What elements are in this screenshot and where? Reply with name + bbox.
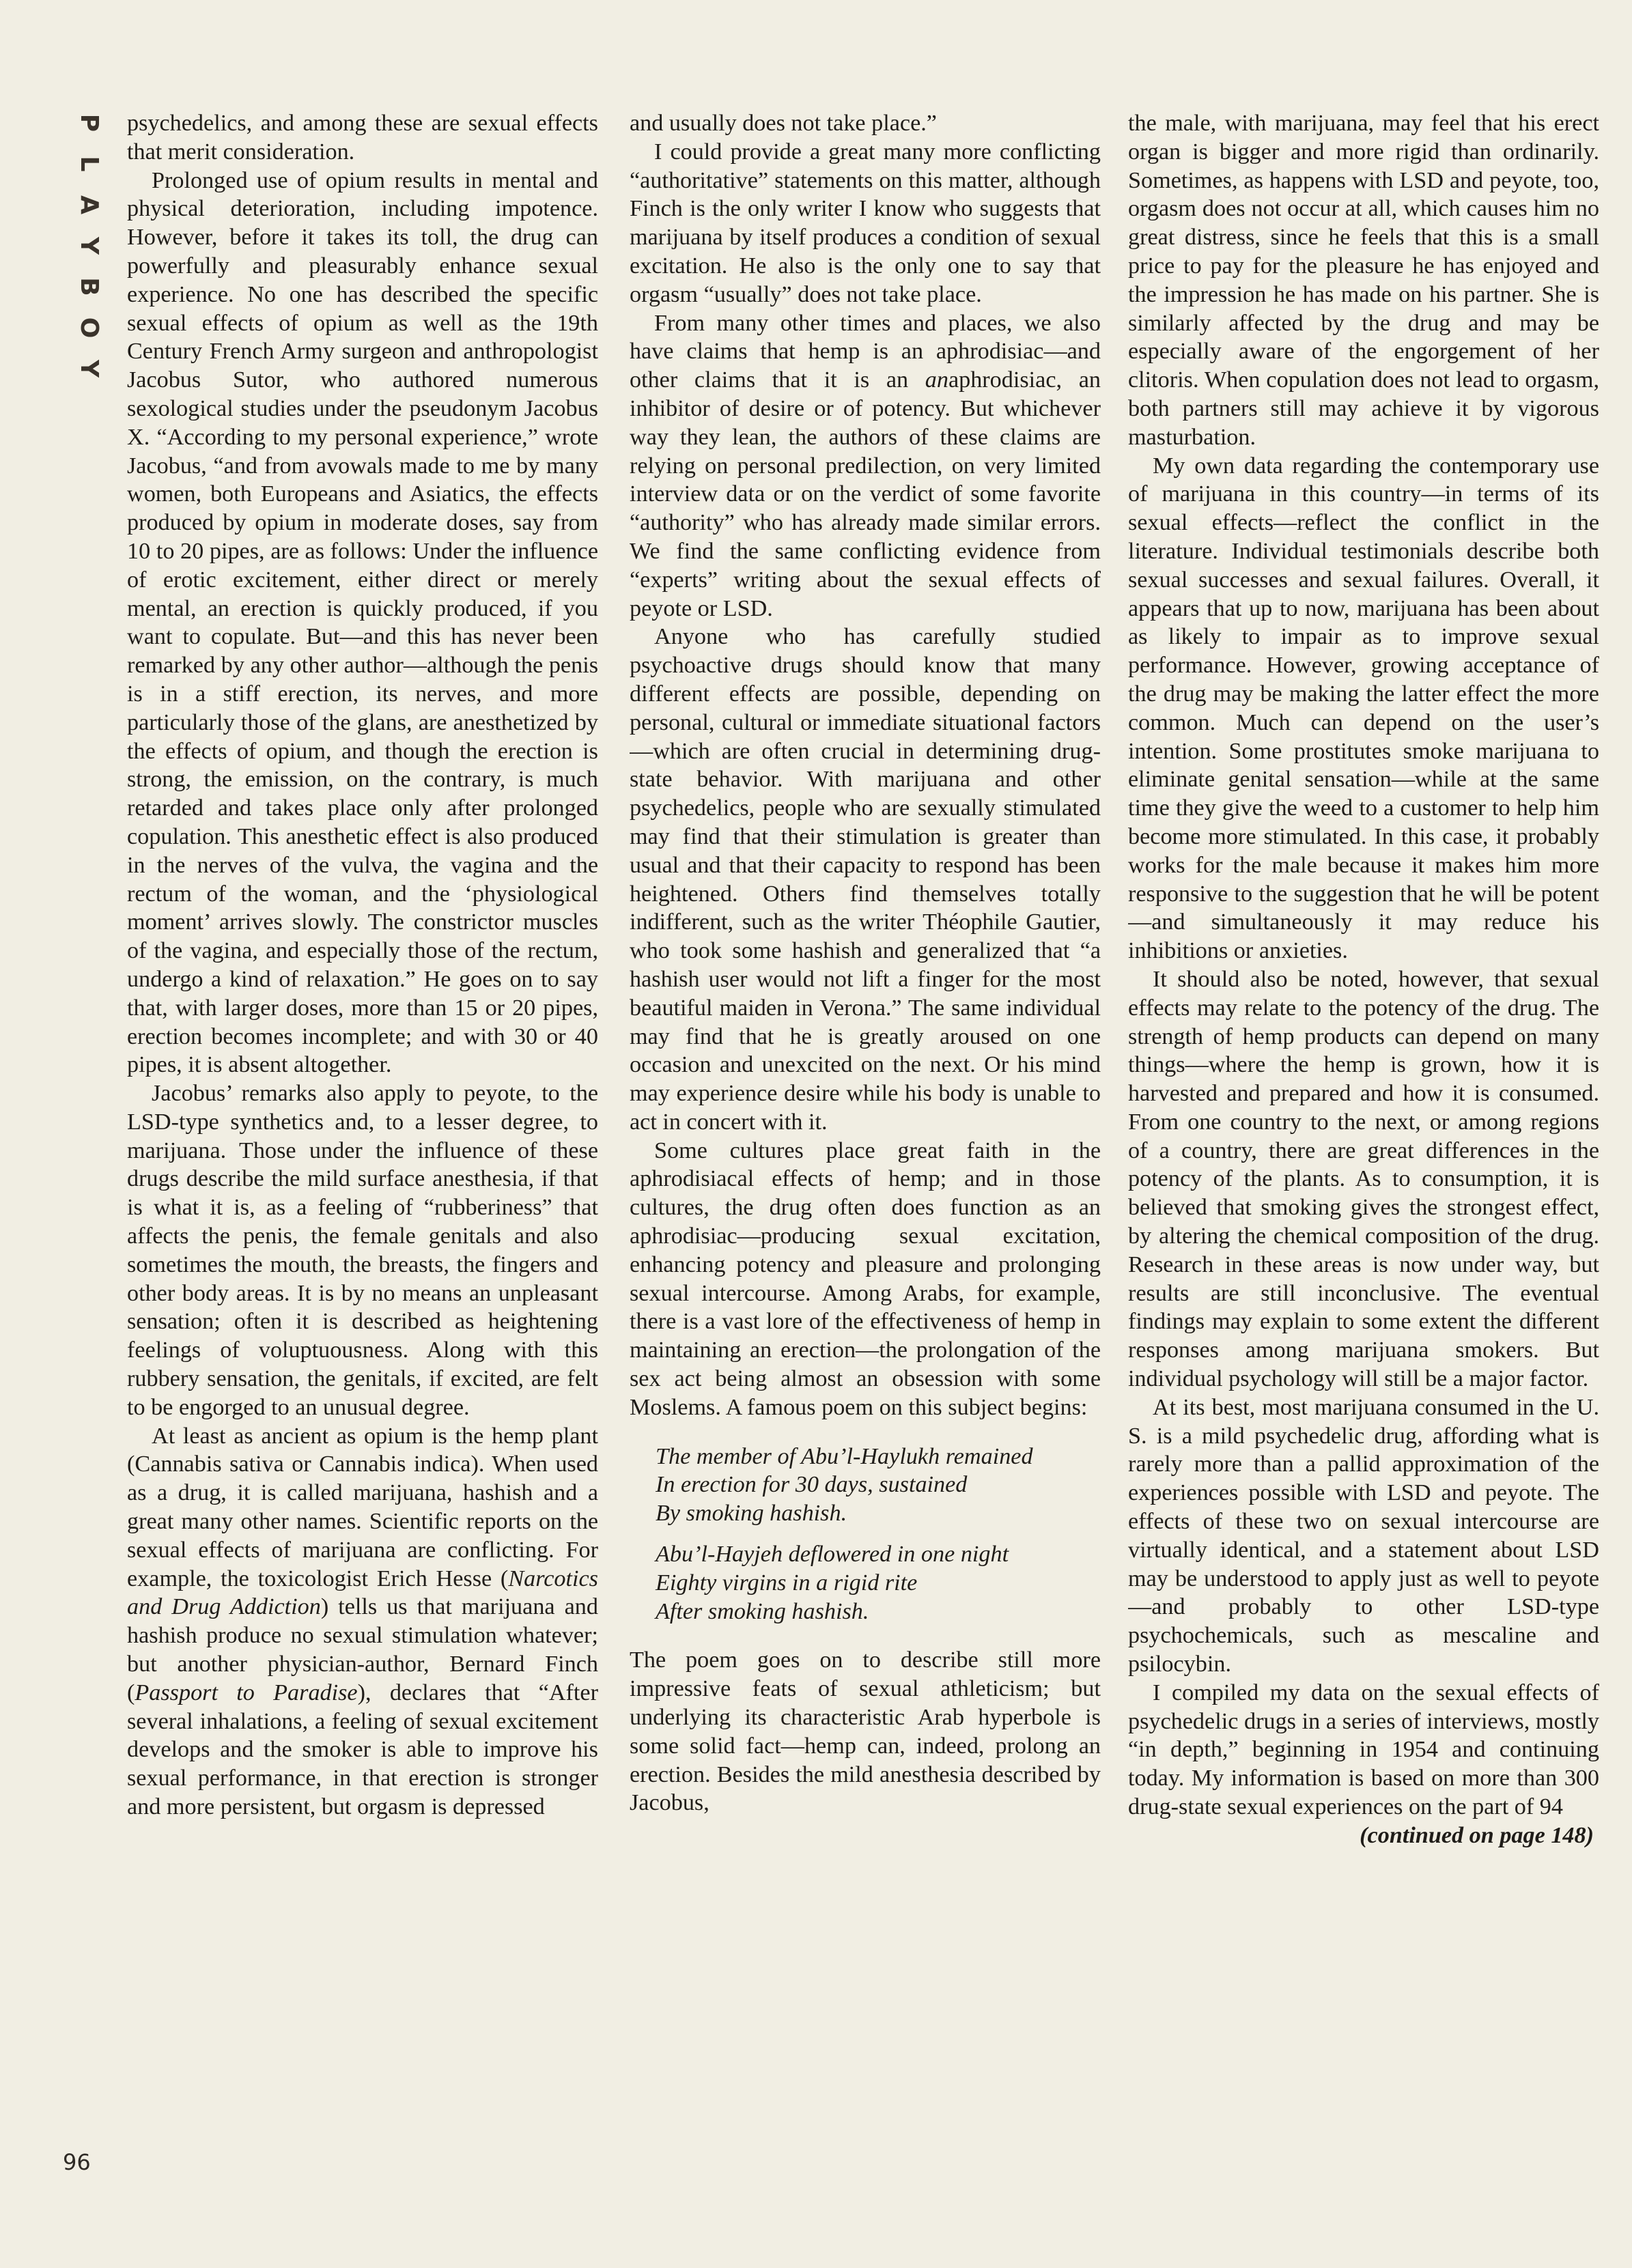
continued-line: (continued on page 148) <box>1360 1822 1594 1848</box>
page-number: 96 <box>63 2149 91 2175</box>
text-column-3 <box>1128 109 1599 2171</box>
paragraph: I could provide a great many more conflicting “authoritative” statements on this matter, although Finch is the only writer I know who suggests that marijuana by itself produces a condition of sexual excitation. He also is the only one to say that orgasm “usually” does not take place. <box>630 139 1101 307</box>
paragraph: psychedelics, and among these are sexual effects that merit consideration. <box>127 111 598 165</box>
poem-stanza <box>656 1443 1101 1528</box>
paragraph: At its best, most marijuana consumed in the U. S. is a mild psychedelic drug, affording what is rarely more than a pallid approximation of the experiences possible with LSD and peyote. The effects of these two on sexual intercourse are virtually identical, and a statement about LSD may be understood to apply just as well to peyote—and probably to other LSD-type psychochemicals, such as mescaline and psilocybin. <box>1128 1394 1599 1677</box>
running-head <box>60 102 101 389</box>
running-head-letter: Y <box>75 359 103 378</box>
running-head-letter: L <box>75 156 103 172</box>
poem-stanza <box>656 1540 1101 1626</box>
emphasis: an <box>925 367 948 393</box>
book-title: Narcotics and Drug Addiction <box>127 1565 598 1620</box>
paragraph: Prolonged use of opium results in mental and physical deterioration, including impotence. However, before it takes its toll, the drug can powerfully and pleasurably enhance sexual experience. No one has described the specific sexual effects of opium as well as the 19th Century French Army surgeon and anthropologist Jacobus Sutor, who authored numerous sexological studies under the pseudonym Jacobus X. “According to my personal experience,” wrote Jacobus, “and from avowals made to me by many women, both Europeans and Asiatics, the effects produced by opium in moderate doses, say from 10 to 20 pipes, are as follows: Under the influence of erotic excitement, either direct or merely mental, an erection is quickly produced, if you want to copulate. But—and this has never been remarked by any other author—although the penis is in a stiff erection, its nerves, and more particularly those of the glans, are anesthetized by the effects of opium, and though the erection is strong, the emission, on the contrary, is much retarded and takes place only after prolonged copulation. This anesthetic effect is also produced in the nerves of the vulva, the vagina and the rectum of the woman, and the ‘physiological moment’ arrives slowly. The constrictor muscles of the vagina, and especially those of the rectum, undergo a kind of relaxation.” He goes on to say that, with larger doses, more than 15 or 20 pipes, erection becomes incomplete; and with 30 or 40 pipes, it is absent altogether. <box>127 167 598 1078</box>
text-run: aphrodisiac, an inhibitor of desire or of potency. But whichever way they lean, the authors of these claims are relying on personal predilection, on very limited interview data or on the verdict of some favorite “authority” who has already made similar errors. We find the same conflicting evidence from “experts” writing about the sexual effects of peyote or LSD. <box>630 367 1101 621</box>
text-run: At least as ancient as opium is the hemp plant (Cannabis sativa or Cannabis indica). When used as a drug, it is called marijuana, hashish and a great many other names. Scientific reports on the sexual effects of marijuana are conflicting. For example, the toxicologist Erich Hesse ( <box>127 1423 598 1591</box>
poem-line: By smoking hashish. <box>656 1501 847 1527</box>
text-run: From many other times and places, we also have claims that hemp is an aphrodisiac—and other claims that it is an <box>630 310 1101 393</box>
paragraph: the male, with marijuana, may feel that his erect organ is bigger and more rigid than ordinarily. Sometimes, as happens with LSD and peyote, too, orgasm does not occur at all, which causes him no great distress, since he feels that this is a small price to pay for the pleasure he has enjoyed and the impression he has made on his partner. She is similarly affected by the drug and may be especially aware of the engorgement of her clitoris. When copulation does not lead to orgasm, both partners still may achieve it by vigorous masturbation. <box>1128 111 1599 450</box>
paragraph <box>630 309 1101 623</box>
poem-line: After smoking hashish. <box>656 1598 869 1624</box>
paragraph: Jacobus’ remarks also apply to peyote, to the LSD-type synthetics and, to a lesser degree, to marijuana. Those under the influence of these drugs describe the mild surface anesthesia, if that is what it is, as a feeling of “rubberiness” that affects the penis, the female genitals and also sometimes the mouth, the breasts, the fingers and other body areas. It is by no means an unpleasant sensation; often it is described as heightening feelings of voluptuousness. Along with this rubbery sensation, the genitals, if excited, are felt to be engorged to an unusual degree. <box>127 1081 598 1420</box>
book-title: Passport to Paradise <box>135 1679 358 1705</box>
poem-line: In erection for 30 days, sustained <box>656 1472 968 1498</box>
running-head-letter: P <box>75 113 103 132</box>
paragraph: It should also be noted, however, that sexual effects may relate to the potency of the drug. The strength of hemp products can depend on many things—where the hemp is grown, how it is harvested and prepared and how it is consumed. From one country to the next, or among regions of a country, there are great differences in the potency of the plants. As to consumption, it is believed that smoking gives the strongest effect, by altering the chemical composition of the drug. Research in these areas is now under way, but results are still inconclusive. The eventual findings may explain to some extent the different responses among marijuana smokers. But individual psychology will still be a major factor. <box>1128 966 1599 1392</box>
running-head-letter: B <box>75 277 103 296</box>
poem-line: Abu’l-Hayjeh deflowered in one night <box>656 1542 1009 1568</box>
running-head-letter: A <box>75 195 103 214</box>
paragraph: Some cultures place great faith in the aphrodisiacal effects of hemp; and in those cultures, the drug often does function as an aphrodisiac—producing sexual excitation, enhancing potency and pleasure and prolonging sexual intercourse. Among Arabs, for example, there is a vast lore of the effectiveness of hemp in maintaining an erection—the prolongation of the sex act being almost an obsession with some Moslems. A famous poem on this subject begins: <box>630 1137 1101 1420</box>
text-column-1 <box>127 109 598 2171</box>
poem <box>656 1443 1101 1626</box>
running-head-letter: Y <box>75 236 103 255</box>
text-run: ) tells us that marijuana and hashish produce no sexual stimulation whatever; but another physician-author, Bernard Finch ( <box>127 1594 598 1705</box>
running-head-letter: O <box>75 317 103 339</box>
paragraph: The poem goes on to describe still more impressive feats of sexual athleticism; but underlying its characteristic Arab hyperbole is some solid fact—hemp can, indeed, prolong an erection. Besides the mild anesthesia described by Jacobus, <box>630 1647 1101 1816</box>
paragraph: I compiled my data on the sexual effects of psychedelic drugs in a series of interviews, mostly “in depth,” beginning in 1954 and continuing today. My information is based on more than 300 drug-state sexual experiences on the part of 94 <box>1128 1679 1599 1820</box>
paragraph: Anyone who has carefully studied psychoactive drugs should know that many different effects are possible, depending on personal, cultural or immediate situational factors—which are often crucial in determining drug-state behavior. With marijuana and other psychedelics, people who are sexually stimulated may find that their stimulation is greater than usual and that their capacity to respond has been heightened. Others find themselves totally indifferent, such as the writer Théophile Gautier, who took some hashish and generalized that “a hashish user would not lift a finger for the most beautiful maiden in Verona.” The same individual may find that he is greatly aroused on one occasion and unexcited on the next. Or his mind may experience desire while his body is unable to act in concert with it. <box>630 624 1101 1135</box>
paragraph: My own data regarding the contemporary use of marijuana in this country—in terms of its sexual effects—reflect the conflict in the literature. Individual testimonials describe both sexual successes and sexual failures. Overall, it appears that up to now, marijuana has been about as likely to impair as to improve sexual performance. However, growing acceptance of the drug may be making the latter effect the more common. Much can depend on the user’s intention. Some prostitutes smoke marijuana to eliminate genital sensation—while at the same time they give the weed to a customer to help him become more stimulated. In this case, it probably works for the male because it makes him more responsive to the suggestion that he will be potent—and simultaneously it may reduce his inhibitions or anxieties. <box>1128 453 1599 964</box>
text-run: ), declares that “After several inhalations, a feeling of sexual excitement develops and the smoker is able to improve his sexual performance, in that erection is stronger and more persistent, but orgasm is depressed <box>127 1679 598 1820</box>
paragraph <box>127 1422 598 1822</box>
text-column-2 <box>630 109 1101 2171</box>
poem-line: The member of Abu’l-Haylukh remained <box>656 1443 1033 1469</box>
poem-line: Eighty virgins in a rigid rite <box>656 1570 918 1596</box>
paragraph: and usually does not take place.” <box>630 111 937 136</box>
